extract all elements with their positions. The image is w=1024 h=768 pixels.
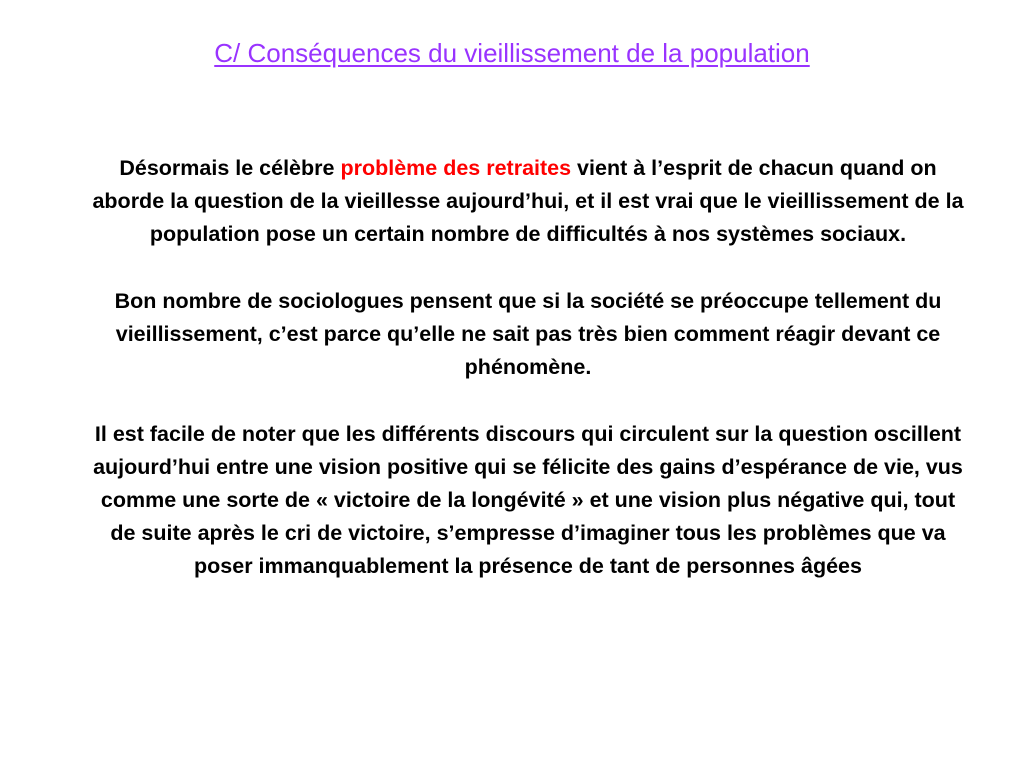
highlight-retraites: problème des retraites <box>340 156 572 180</box>
paragraph-retraites <box>90 152 966 251</box>
paragraph-1-rest: vient à l’esprit de chacun quand on aborde la question de la vieillesse aujourd’hui, et il est vrai que le vieillissement de la population pose un certain nombre de difficultés à nos systèmes sociaux. <box>92 156 964 246</box>
paragraph-discours: Il est facile de noter que les différents discours qui circulent sur la question oscillent aujourd’hui entre une vision positive qui se félicite des gains d’espérance de vie, vus comme une sorte de « victoire de la longévité » et une vision plus négative qui, tout de suite après le cri de victoire, s’empresse d’imaginer tous les problèmes que va poser immanquablement la présence de tant de personnes âgées <box>93 422 963 578</box>
slide-title: C/ Conséquences du vieillissement de la population <box>214 38 810 68</box>
slide-body <box>90 152 966 617</box>
paragraph-sociologues: Bon nombre de sociologues pensent que si la société se préoccupe tellement du vieillissement, c’est parce qu’elle ne sait pas très bien comment réagir devant ce phénomène. <box>114 289 942 379</box>
paragraph-1-intro: Désormais le célèbre <box>119 156 341 180</box>
